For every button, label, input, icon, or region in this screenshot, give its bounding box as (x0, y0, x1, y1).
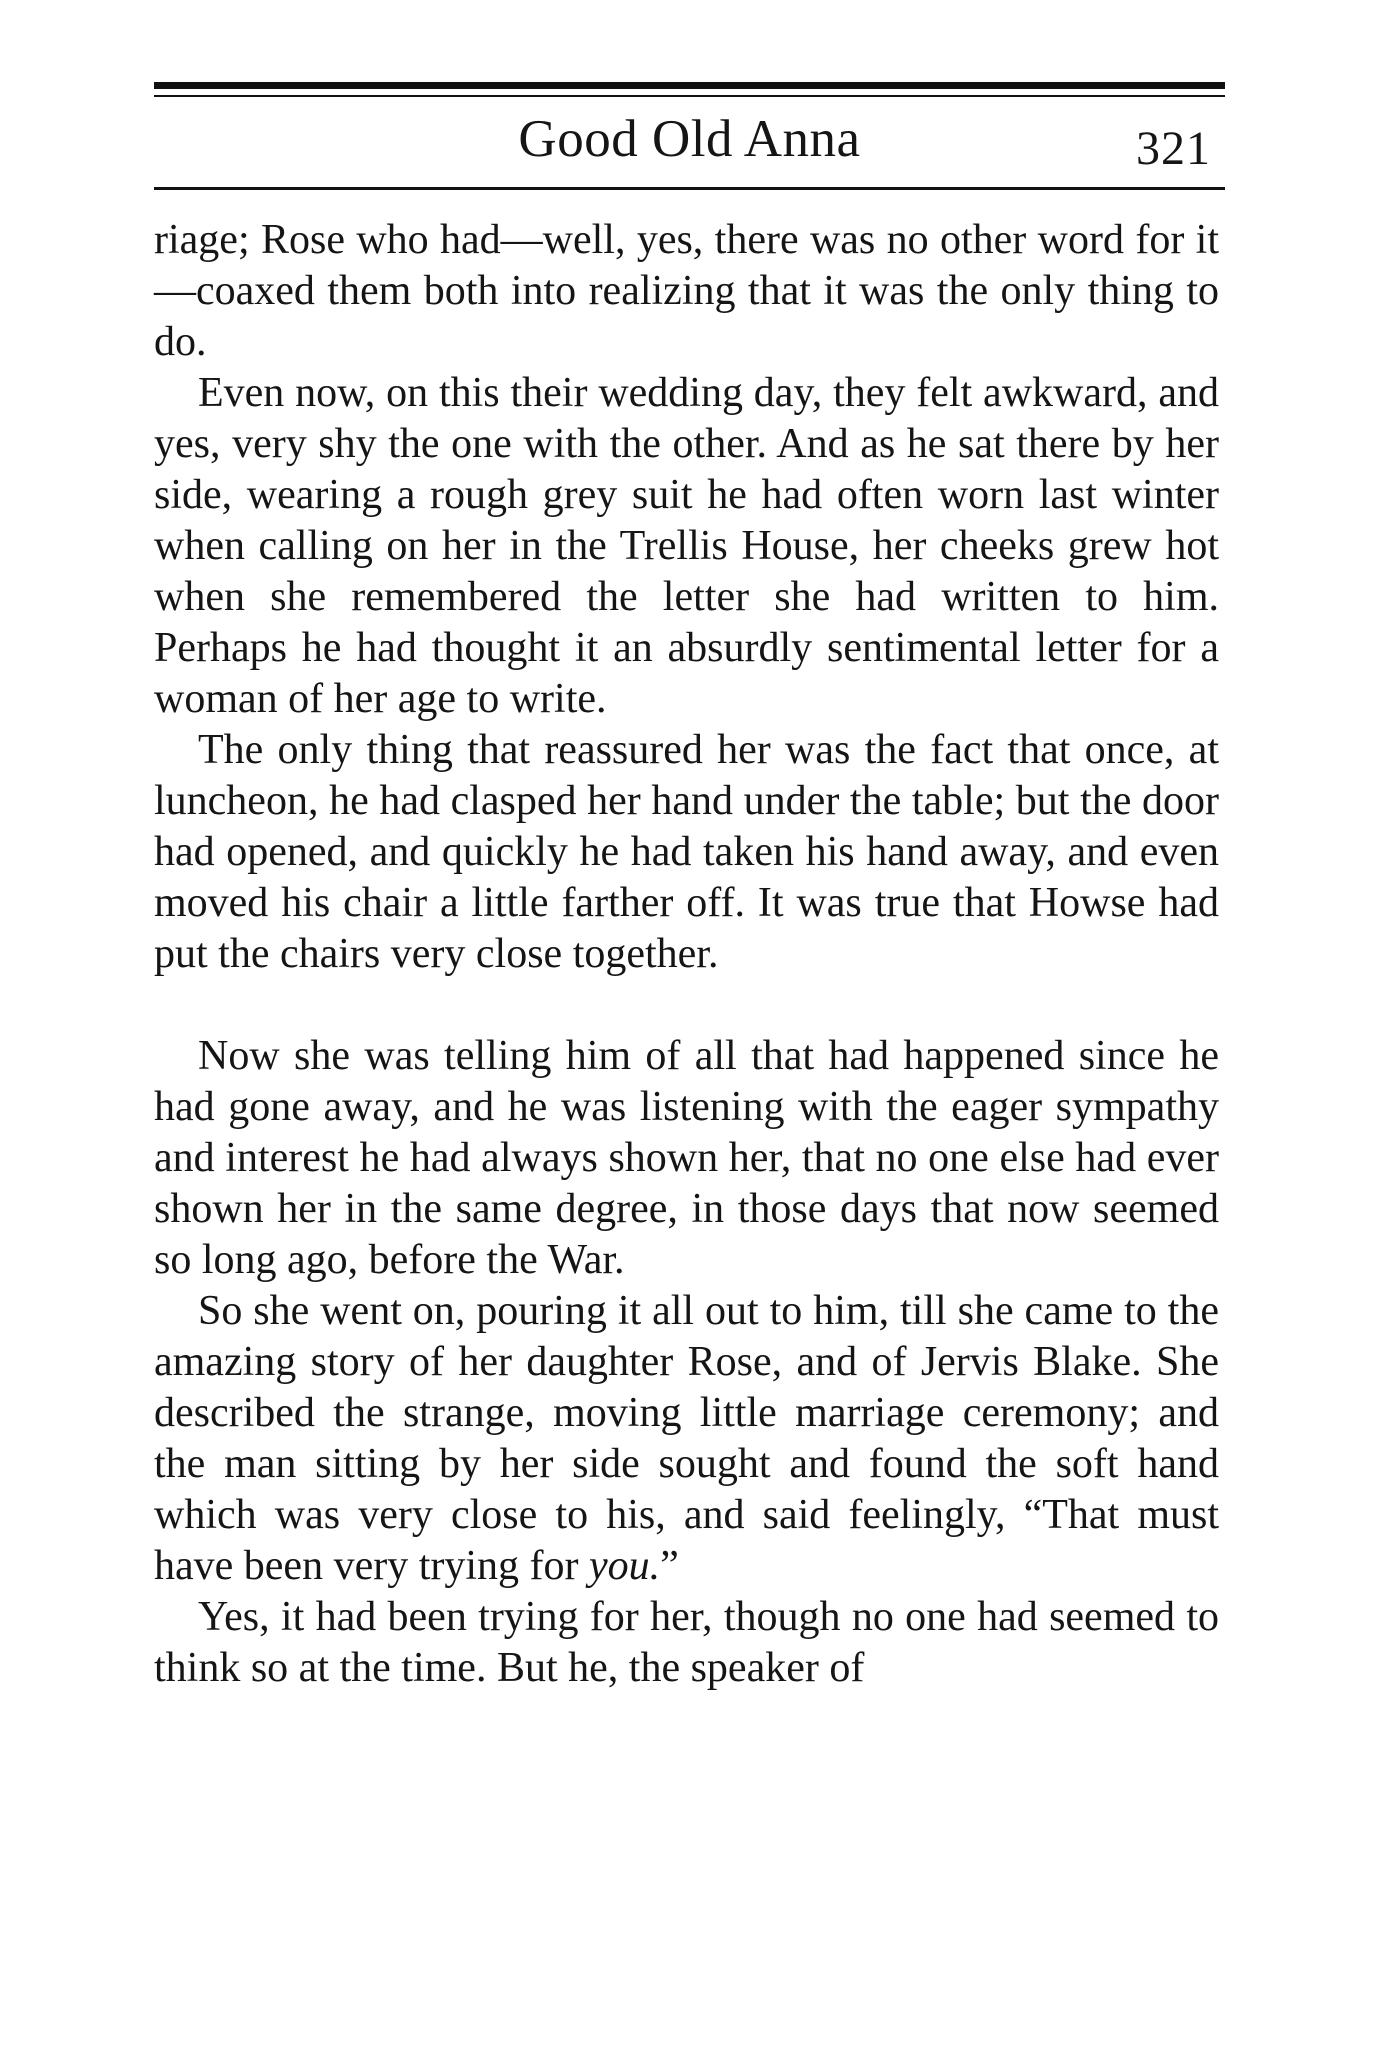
body-text (154, 215, 1219, 1694)
paragraph-text: So she went on, pouring it all out to him, till she came to the amazing story of her daughter Rose, and of Jervis Blake. She described the strange, moving little marriage ceremony; and the man sitting by her side sought and found the soft hand which was very close to his, and said feelingly, “That must have been very trying for (154, 1288, 1219, 1589)
header-rule-bottom (154, 187, 1225, 190)
paragraph: Now she was telling him of all that had happened since he had gone away, and he was listening with the eager sympathy and interest he had always shown her, that no one else had ever shown her in the same degree, in those days that now seemed so long ago, before the War. (154, 1033, 1219, 1283)
header-rule-thin (154, 95, 1225, 97)
paragraph: The only thing that reassured her was the fact that once, at luncheon, he had clasped her hand under the table; but the door had opened, and quickly he had taken his hand away, and even moved his chair a little farther off. It was true that Howse had put the chairs very close together. (154, 727, 1219, 977)
paragraph: Even now, on this their wedding day, they felt awkward, and yes, very shy the one with the other. And as he sat there by her side, wearing a rough grey suit he had often worn last winter when calling on her in the Trellis House, her cheeks grew hot when she remembered the letter she had written to him. Perhaps he had thought it an absurdly sentimental letter for a woman of her age to write. (154, 370, 1219, 722)
closing-quote: ” (660, 1543, 679, 1589)
header-rule-thick (154, 82, 1225, 89)
paragraph-continued: riage; Rose who had—well, yes, there was no other word for it—coaxed them both into realizing that it was the only thing to do. (154, 217, 1219, 365)
page-number: 321 (1136, 122, 1211, 175)
paragraph: Yes, it had been trying for her, though no one had seemed to think so at the time. But he, the speaker of (154, 1594, 1219, 1691)
running-head (154, 104, 1225, 174)
running-head-title: Good Old Anna (518, 110, 861, 168)
italic-emphasis: you. (589, 1543, 661, 1589)
section-break (154, 980, 1219, 1031)
paragraph (154, 1286, 1219, 1592)
